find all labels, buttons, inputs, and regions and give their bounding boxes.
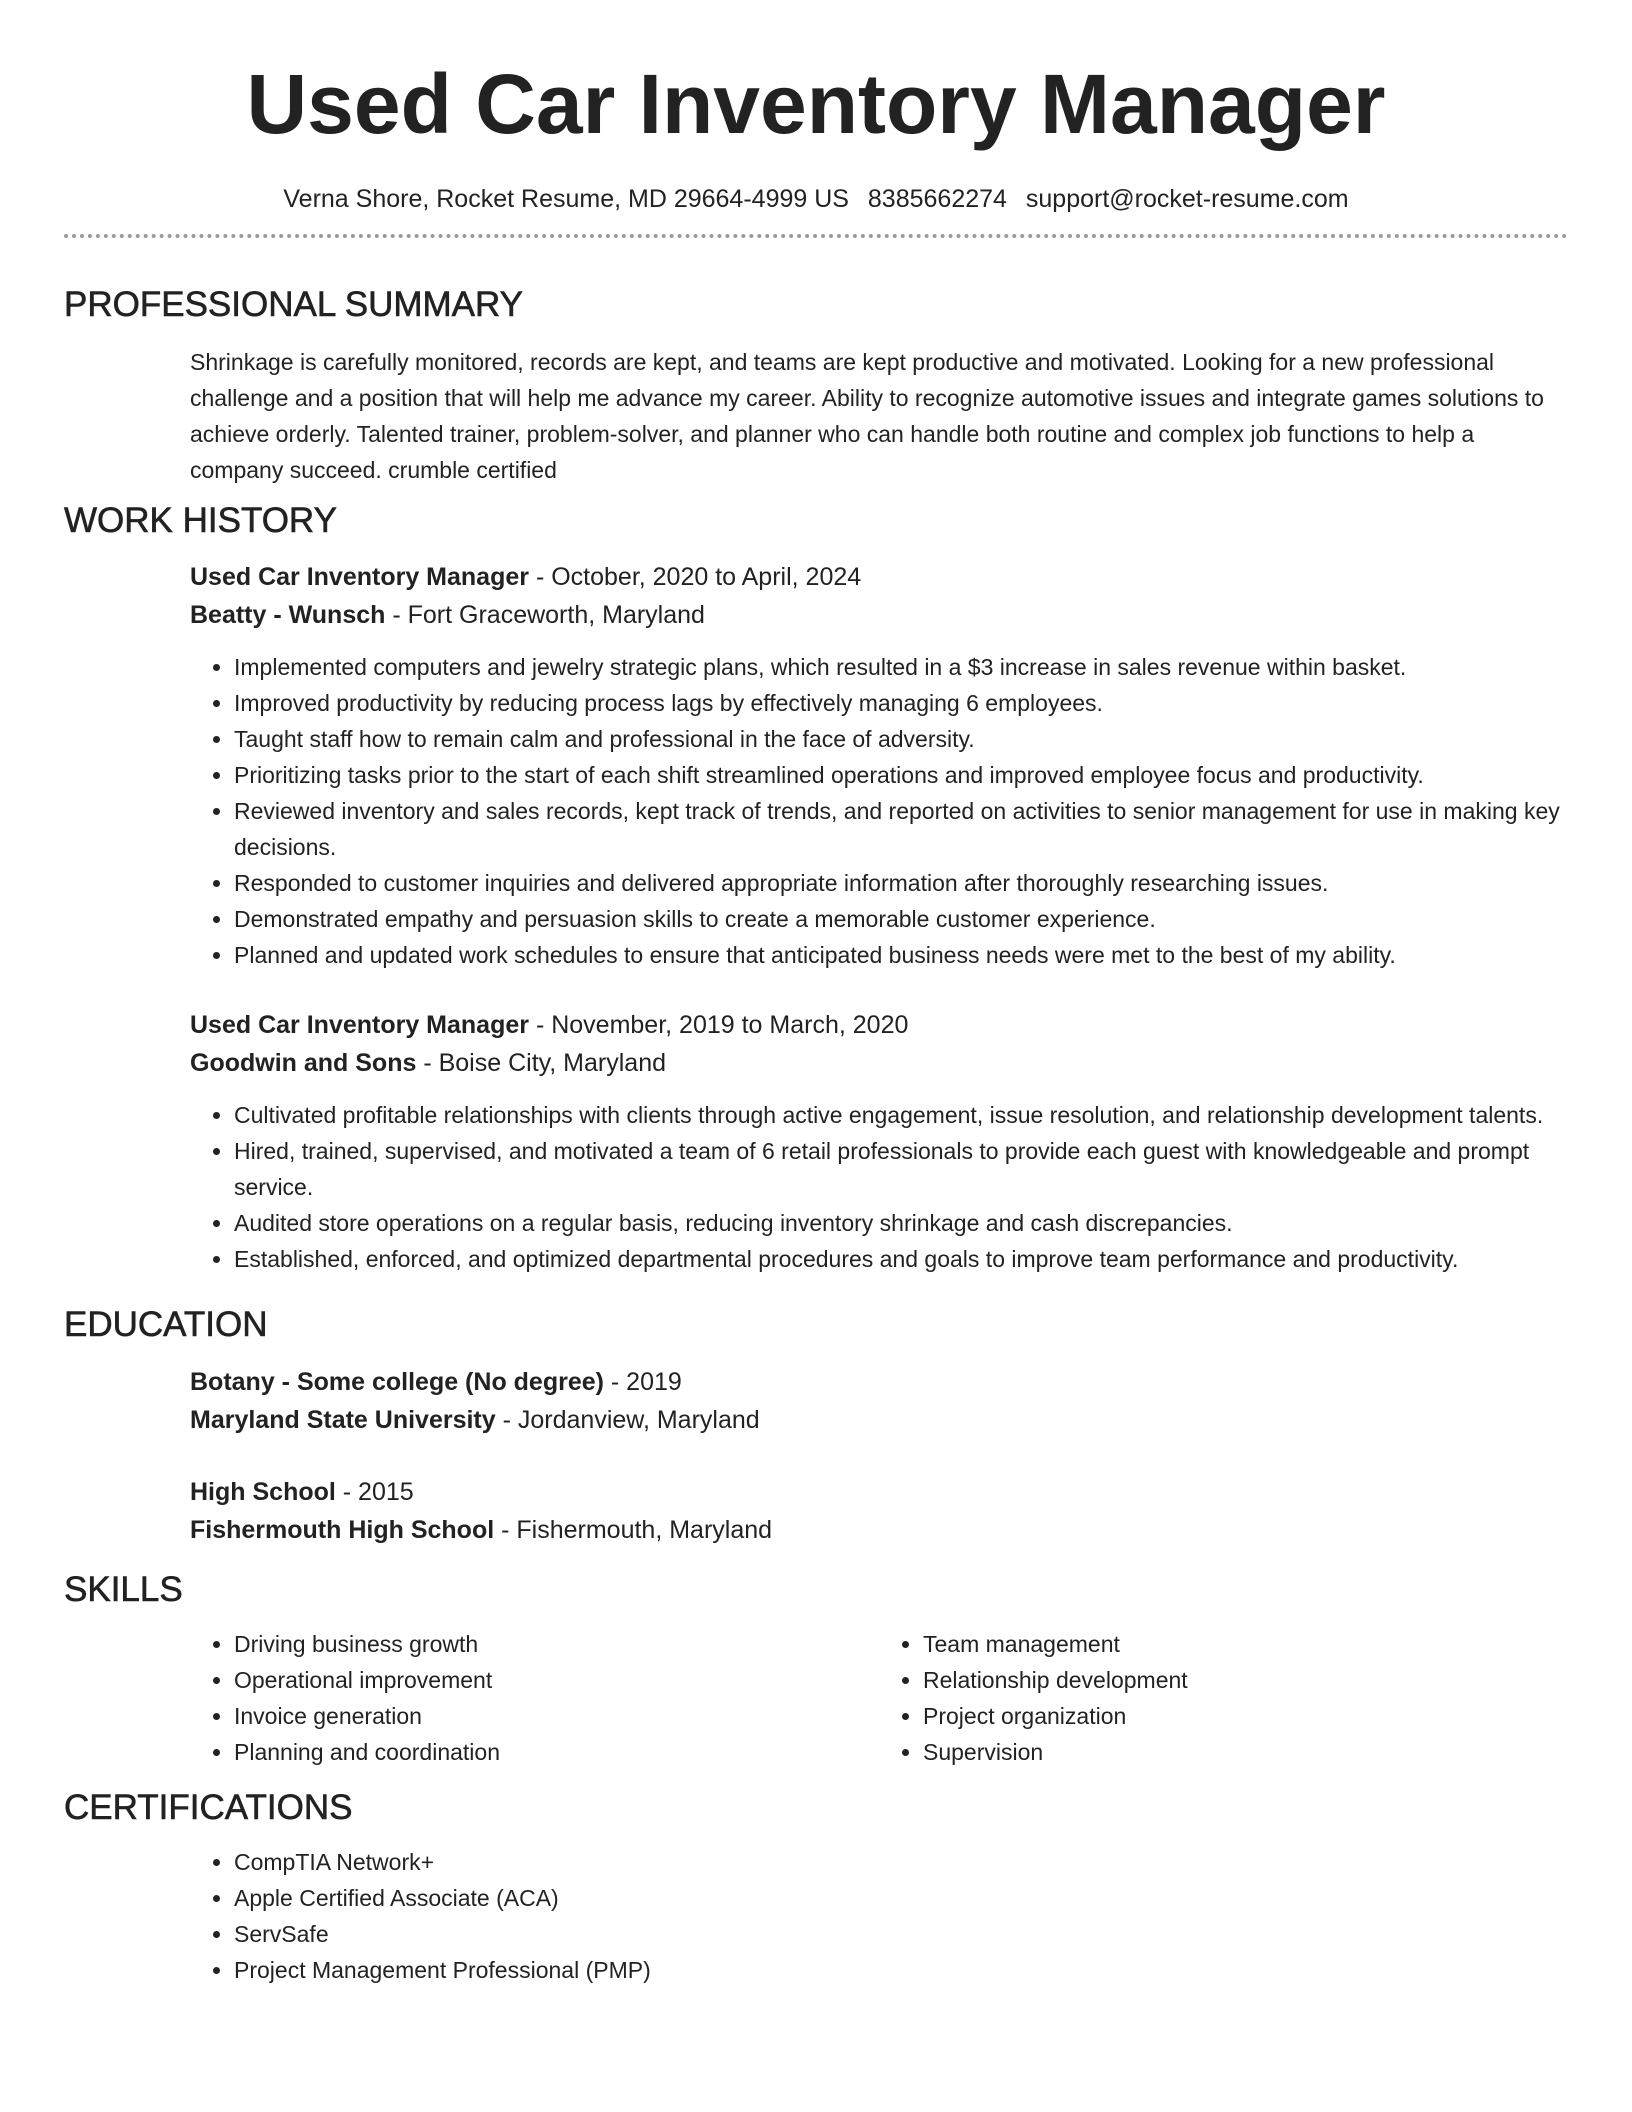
education-school-line — [190, 1511, 1568, 1549]
job-entry — [190, 558, 1568, 973]
summary-text: Shrinkage is carefully monitored, records are kept, and teams are kept productive and motivated. Looking for a new professional challenge and a position that will help me advance my career. Ability to recognize automotive issues and integrate games solutions to achieve orderly. Talented trainer, problem-solver, and planner who can handle both routine and complex job functions to help a company succeed. crumble certified — [190, 349, 1544, 483]
certifications-list — [190, 1844, 1568, 1988]
skills-list-right — [879, 1626, 1568, 1770]
education-entry — [190, 1473, 1568, 1549]
skill-item: • Driving business growth — [234, 1626, 879, 1662]
contact-phone: 8385662274 — [867, 185, 1007, 213]
education-location: - Fishermouth, Maryland — [494, 1516, 773, 1544]
job-role: Used Car Inventory Manager — [190, 1011, 529, 1039]
skill-item: • Operational improvement — [234, 1662, 879, 1698]
education-location: - Jordanview, Maryland — [495, 1406, 760, 1434]
work-section — [64, 499, 1568, 1277]
job-bullet: • Demonstrated empathy and persuasion skills to create a memorable customer experience. — [234, 901, 1568, 937]
education-school: Fishermouth High School — [190, 1516, 495, 1544]
education-section — [64, 1303, 1568, 1549]
job-bullet: • Prioritizing tasks prior to the start of each shift streamlined operations and improved employee focus and productivity. — [234, 757, 1568, 793]
job-dates: - November, 2019 to March, 2020 — [529, 1011, 909, 1039]
header-divider — [64, 234, 1568, 238]
work-heading: WORK HISTORY — [64, 501, 337, 540]
job-bullets — [190, 1097, 1568, 1277]
contact-line — [64, 183, 1568, 215]
certifications-heading: CERTIFICATIONS — [64, 1788, 353, 1827]
job-role: Used Car Inventory Manager — [190, 563, 529, 591]
job-bullet: • Responded to customer inquiries and delivered appropriate information after thoroughly researching issues. — [234, 865, 1568, 901]
education-degree-line — [190, 1363, 1568, 1401]
skill-item: • Supervision — [923, 1734, 1568, 1770]
certifications-section — [64, 1786, 1568, 1988]
skill-item: • Planning and coordination — [234, 1734, 879, 1770]
job-bullet: • Hired, trained, supervised, and motivated a team of 6 retail professionals to provide each guest with knowledgeable and prompt service. — [234, 1133, 1568, 1205]
education-degree: High School — [190, 1478, 336, 1506]
certification-item: • CompTIA Network+ — [234, 1844, 1568, 1880]
job-bullet: • Reviewed inventory and sales records, kept track of trends, and reported on activities to senior management for use in making key decisions. — [234, 793, 1568, 865]
job-location: - Fort Graceworth, Maryland — [385, 601, 705, 629]
skills-list-left — [190, 1626, 879, 1770]
skill-item: • Team management — [923, 1626, 1568, 1662]
skill-item: • Relationship development — [923, 1662, 1568, 1698]
certifications-block — [190, 1844, 1568, 1988]
education-degree-line — [190, 1473, 1568, 1511]
education-year: - 2015 — [335, 1478, 414, 1506]
education-year: - 2019 — [603, 1368, 682, 1396]
certification-item: • Apple Certified Associate (ACA) — [234, 1880, 1568, 1916]
resume-page — [64, 0, 1568, 1988]
job-bullet: • Implemented computers and jewelry strategic plans, which resulted in a $3 increase in sales revenue within basket. — [234, 649, 1568, 685]
contact-address: Verna Shore, Rocket Resume, MD 29664-4999 US — [283, 185, 849, 213]
job-dates: - October, 2020 to April, 2024 — [529, 563, 862, 591]
job-bullet: • Planned and updated work schedules to ensure that anticipated business needs were met to the best of my ability. — [234, 937, 1568, 973]
job-company-line — [190, 596, 1568, 634]
certification-item: • ServSafe — [234, 1916, 1568, 1952]
summary-section — [64, 283, 1568, 488]
job-entry — [190, 1006, 1568, 1277]
job-title-line — [190, 558, 1568, 596]
job-bullet: • Improved productivity by reducing process lags by effectively managing 6 employees. — [234, 685, 1568, 721]
education-school-line — [190, 1401, 1568, 1439]
job-location: - Boise City, Maryland — [416, 1049, 666, 1077]
job-title-line — [190, 1006, 1568, 1044]
job-company-line — [190, 1044, 1568, 1082]
education-heading: EDUCATION — [64, 1305, 268, 1344]
job-bullets — [190, 649, 1568, 973]
job-bullet: • Established, enforced, and optimized departmental procedures and goals to improve team performance and productivity. — [234, 1241, 1568, 1277]
education-entry — [190, 1363, 1568, 1439]
skills-columns — [190, 1626, 1568, 1770]
job-company: Goodwin and Sons — [190, 1049, 417, 1077]
job-bullet: • Audited store operations on a regular basis, reducing inventory shrinkage and cash discrepancies. — [234, 1205, 1568, 1241]
job-company: Beatty - Wunsch — [190, 601, 386, 629]
skill-item: • Project organization — [923, 1698, 1568, 1734]
resume-title: Used Car Inventory Manager — [246, 57, 1386, 151]
job-bullet: • Taught staff how to remain calm and professional in the face of adversity. — [234, 721, 1568, 757]
education-school: Maryland State University — [190, 1406, 496, 1434]
contact-email: support@rocket-resume.com — [1025, 185, 1349, 213]
skills-heading: SKILLS — [64, 1570, 183, 1609]
certification-item: • Project Management Professional (PMP) — [234, 1952, 1568, 1988]
skills-section — [64, 1568, 1568, 1770]
skill-item: • Invoice generation — [234, 1698, 879, 1734]
job-bullet: • Cultivated profitable relationships with clients through active engagement, issue resolution, and relationship development talents. — [234, 1097, 1568, 1133]
summary-heading: PROFESSIONAL SUMMARY — [64, 285, 523, 324]
education-degree: Botany - Some college (No degree) — [190, 1368, 604, 1396]
